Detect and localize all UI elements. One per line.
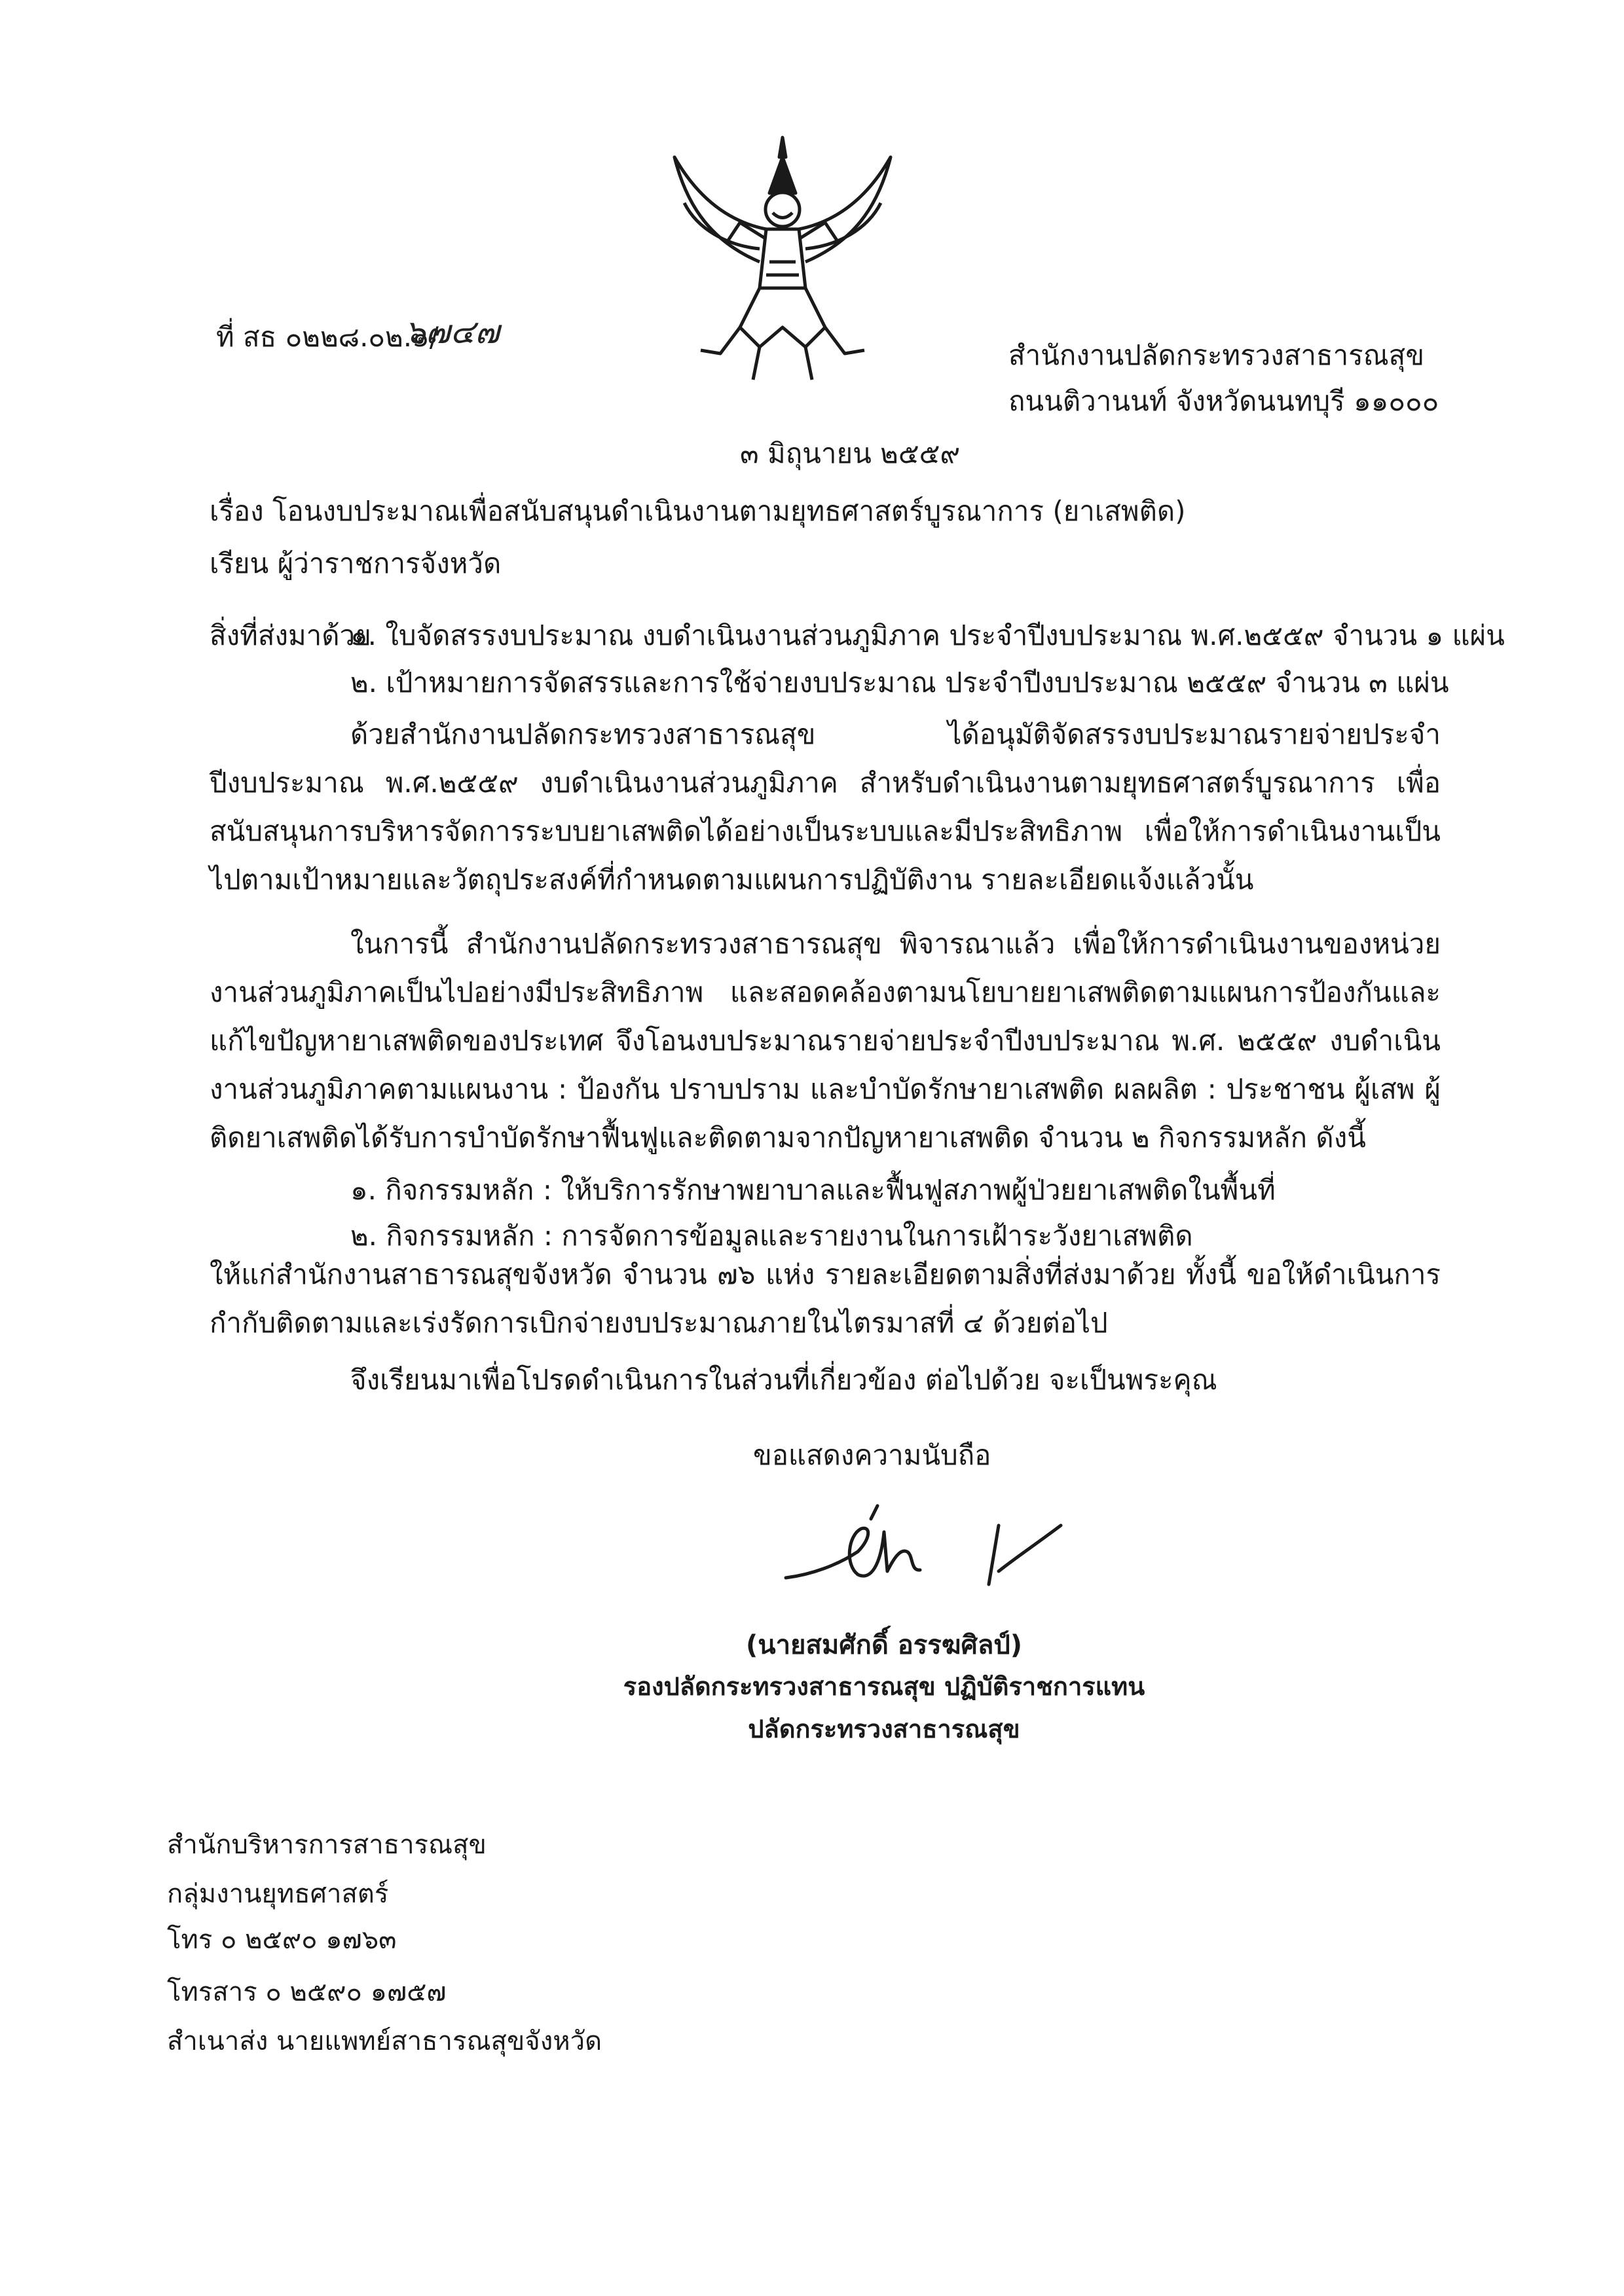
reference-prefix: ที่ สธ ๐๒๒๘.๐๒.๑/ (216, 321, 439, 353)
body-paragraph-1: ด้วยสำนักงานปลัดกระทรวงสาธารณสุข ได้อนุมัติจัดสรรงบประมาณรายจ่ายประจำปีงบประมาณ พ.ศ.๒๕๕๙ งบดำเนินงานส่วนภูมิภาค สำหรับดำเนินงานตามยุทธศาสตร์บูรณาการ เพื่อสนับสนุนการบริหารจัดการระบบยาเสพติดได้อย่างเป็นระบบและมีประสิทธิภาพ เพื่อให้การดำเนินงานเป็นไปตามเป้าหมายและวัตถุประสงค์ที่กำหนดตามแผนการปฏิบัติงาน รายละเอียดแจ้งแล้วนั้น (210, 718, 1441, 896)
regards-line: ขอแสดงความนับถือ (753, 1439, 991, 1471)
subject-line: เรื่อง โอนงบประมาณเพื่อสนับสนุนดำเนินงานตามยุทธศาสตร์บูรณาการ (ยาเสพติด) (210, 495, 1186, 527)
body-paragraph-2: ในการนี้ สำนักงานปลัดกระทรวงสาธารณสุข พิจารณาแล้ว เพื่อให้การดำเนินงานของหน่วยงานส่วนภูมิภาคเป็นไปอย่างมีประสิทธิภาพ และสอดคล้องตามนโยบายยาเสพติดตามแผนการป้องกันและแก้ไขปัญหายาเสพติดของประเทศ จึงโอนงบประมาณรายจ่ายประจำปีงบประมาณ พ.ศ. ๒๕๕๙ งบดำเนินงานส่วนภูมิภาคตามแผนงาน : ป้องกัน ปราบปราม และบำบัดรักษายาเสพติด ผลผลิต : ประชาชน ผู้เสพ ผู้ติดยาเสพติดได้รับการบำบัดรักษาฟื้นฟูและติดตามจากปัญหายาเสพติด จำนวน ๒ กิจกรรมหลัก ดังนี้ (210, 928, 1441, 1154)
signer-position: รองปลัดกระทรวงสาธารณสุข ปฏิบัติราชการแทน (623, 1672, 1145, 1701)
garuda-emblem-icon (661, 131, 904, 393)
footer-fax: โทรสาร ๐ ๒๕๙๐ ๑๗๕๗ (167, 1977, 447, 2007)
footer-department: สำนักบริหารการสาธารณสุข (167, 1830, 487, 1860)
signer-position-title: ปลัดกระทรวงสาธารณสุข (748, 1715, 1020, 1743)
reference-number-handwritten: ๖๗๔๗ (405, 313, 500, 351)
closing-sentence: จึงเรียนมาเพื่อโปรดดำเนินการในส่วนที่เกี่ยวข้อง ต่อไปด้วย จะเป็นพระคุณ (350, 1364, 1217, 1396)
letter-date: ๓ มิถุนายน ๒๕๕๙ (740, 437, 961, 469)
office-name: สำนักงานปลัดกระทรวงสาธารณสุข (1008, 339, 1425, 371)
handwritten-signature-icon (773, 1493, 1074, 1611)
footer-copy-to: สำเนาส่ง นายแพทย์สาธารณสุขจังหวัด (167, 2026, 602, 2056)
footer-phone: โทร ๐ ๒๕๙๐ ๑๗๖๓ (167, 1925, 397, 1955)
office-address: ถนนติวานนท์ จังหวัดนนทบุรี ๑๑๐๐๐ (1008, 385, 1439, 417)
enclosure-item: ๑. ใบจัดสรรงบประมาณ งบดำเนินงานส่วนภูมิภาค ประจำปีงบประมาณ พ.ศ.๒๕๕๙ จำนวน ๑ แผ่น (350, 619, 1505, 651)
salutation-line: เรียน ผู้ว่าราชการจังหวัด (210, 547, 502, 579)
body-paragraph-3: ให้แก่สำนักงานสาธารณสุขจังหวัด จำนวน ๗๖ แห่ง รายละเอียดตามสิ่งที่ส่งมาด้วย ทั้งนี้ ขอให้ดำเนินการกำกับติดตามและเร่งรัดการเบิกจ่ายงบประมาณภายในไตรมาสที่ ๔ ด้วยต่อไป (210, 1258, 1441, 1339)
footer-group: กลุ่มงานยุทธศาสตร์ (167, 1879, 389, 1909)
signer-name: (นายสมศักดิ์ อรรฆศิลป์) (745, 1630, 1023, 1660)
enclosures-label: สิ่งที่ส่งมาด้วย (210, 619, 371, 651)
activity-item: ๒. กิจกรรมหลัก : การจัดการข้อมูลและรายงานในการเฝ้าระวังยาเสพติด (350, 1220, 1193, 1252)
enclosure-item: ๒. เป้าหมายการจัดสรรและการใช้จ่ายงบประมาณ ประจำปีงบประมาณ ๒๕๕๙ จำนวน ๓ แผ่น (350, 666, 1449, 699)
activity-item: ๑. กิจกรรมหลัก : ให้บริการรักษาพยาบาลและฟื้นฟูสภาพผู้ป่วยยาเสพติดในพื้นที่ (350, 1174, 1276, 1206)
